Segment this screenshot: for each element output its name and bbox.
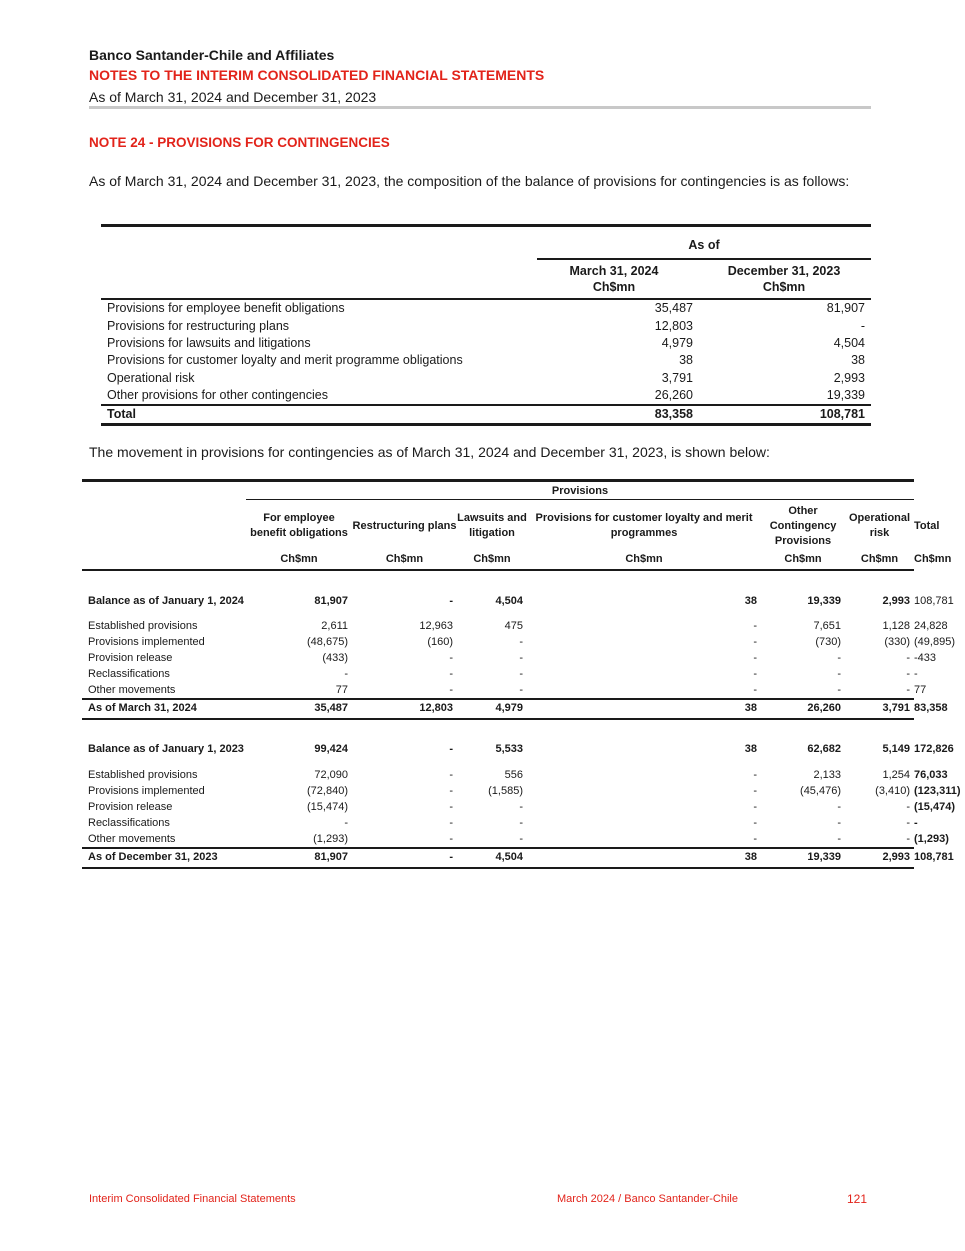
as-of-header: As of [688,238,720,252]
table-row [101,317,871,334]
value-march-2024: 35,487 [654,301,693,316]
row-label: Provisions for lawsuits and litigations [107,335,311,350]
cell-value: 1,128 [882,619,911,632]
column-header: Other Contingency Provisions [769,504,837,547]
value-december-2023: 81,907 [826,301,865,316]
cell-value: 19,339 [761,848,845,868]
cell-value: - [449,668,453,681]
cell-value: - [906,651,911,664]
row-label: As of March 31, 2024 [82,699,246,719]
row-label: Provisions for restructuring plans [107,318,290,333]
cell-value: - [449,768,453,781]
cell-value: (45,476) [800,784,842,797]
column-header-december-2023: December 31, 2023 Ch$mn [727,264,841,294]
cell-value: - [753,635,758,648]
cell-value: - [344,817,348,830]
cell-value: - [753,768,758,781]
cell-value: - [519,651,523,664]
column-unit: Ch$mn [280,553,318,565]
cell-value: 2,993 [845,848,914,868]
composition-table-body [101,300,871,426]
cell-value: - [753,800,758,813]
row-label: Reclassifications [88,668,170,681]
cell-value: - [449,743,453,756]
cell-value: (330) [884,635,911,648]
cell-value: - [449,832,453,845]
column-header: Operational risk [848,512,911,539]
row-label: Provision release [88,800,173,813]
closing-balance-row: As of December 31, 2023 81,907 - 4,504 38 19,339 2,993 108,781 [82,848,914,868]
movement-intro-paragraph: The movement in provisions for contingencies as of March 31, 2024 and December 31, 2023, is shown below: [89,444,770,460]
movement-row: Provision release (433) - - - - - -433 [82,650,914,666]
row-label: Provision release [88,651,173,664]
cell-value: - [906,817,911,830]
cell-value: 4,504 [457,848,527,868]
cell-value: 38 [527,848,761,868]
cell-value: 5,149 [882,743,911,756]
cell-value: - [449,817,453,830]
movement-row: Reclassifications - - - - - - - [82,816,914,832]
total-march-2024: 83,358 [535,405,695,425]
page-number: 121 [846,1192,867,1206]
column-unit: Ch$mn [473,553,511,565]
cell-value: - [449,651,453,664]
total-label: Total [101,405,535,425]
value-december-2023: 2,993 [833,370,865,385]
cell-value: - [906,800,911,813]
value-march-2024: 12,803 [654,318,693,333]
cell-value: - [837,800,842,813]
cell-value: - [906,832,911,845]
cell-value: (1,585) [488,784,523,797]
row-label: Operational risk [107,370,195,385]
row-label: Provisions for employee benefit obligations [107,301,345,316]
cell-value: 4,504 [495,594,523,607]
value-december-2023: 19,339 [826,387,865,402]
cell-value: - [837,668,842,681]
movement-row: Provision release (15,474) - - - - - (15,474) [82,799,914,815]
column-unit: Ch$mn [784,553,822,565]
cell-value: (3,410) [875,784,911,797]
row-label: Other movements [88,832,176,845]
movement-row: Reclassifications - - - - - - - [82,667,914,683]
cell-value: (1,293) [313,832,348,845]
cell-value: 475 [504,619,523,632]
cell-value: - [519,800,523,813]
cell-value: - [449,594,453,607]
header-divider [89,106,871,109]
total-row [101,405,871,425]
cell-value: (72,840) [307,784,348,797]
column-unit: Ch$mn [860,553,899,565]
cell-value: 19,339 [807,594,842,607]
table-row [101,300,871,317]
row-label: As of December 31, 2023 [82,848,246,868]
cell-value: (15,474) [307,800,348,813]
movement-row: Provisions implemented (48,675) (160) - - (730) (330) (49,895) [82,634,914,650]
cell-value: 1,254 [882,768,911,781]
cell-value: 12,803 [352,699,457,719]
value-december-2023: 4,504 [833,335,865,350]
movement-row: Established provisions 2,611 12,963 475 - 7,651 1,128 24,828 [82,618,914,634]
cell-value: - [753,784,758,797]
cell-value: - [519,635,523,648]
column-unit: Ch$mn [385,553,424,565]
cell-value: - [753,651,758,664]
table-row [101,370,871,387]
row-label: Reclassifications [88,817,170,830]
cell-value: (48,675) [307,635,348,648]
column-header: Provisions for customer loyalty and merit programmes [535,512,753,539]
cell-value: 26,260 [761,699,845,719]
cell-value: - [837,832,842,845]
note-title: NOTE 24 - PROVISIONS FOR CONTINGENCIES [89,135,390,150]
document-header [89,46,871,108]
cell-value: 38 [527,699,761,719]
cell-value: - [449,683,453,696]
cell-value: - [906,668,911,681]
cell-value: - [519,817,523,830]
cell-value: 7,651 [813,619,842,632]
movement-table-grid [82,500,961,869]
column-header: For employee benefit obligations [250,512,348,539]
row-label: Established provisions [88,619,198,632]
cell-value: - [753,619,758,632]
cell-value: 35,487 [246,699,352,719]
movement-row: Established provisions 72,090 - 556 - 2,133 1,254 76,033 [82,767,914,783]
row-label: Provisions implemented [88,635,205,648]
footer-middle-text: March 2024 / Banco Santander-Chile [557,1193,738,1205]
movement-row: Provisions implemented (72,840) - (1,585) - (45,476) (3,410) (123,311) [82,783,914,799]
cell-value: 99,424 [314,743,348,756]
cell-value: 2,611 [321,619,348,632]
cell-value: 5,533 [495,743,523,756]
cell-value: (433) [322,651,348,664]
value-december-2023: 38 [851,353,865,368]
table-row [101,387,871,405]
total-december-2023: 108,781 [695,405,871,425]
provisions-header: Provisions [551,485,609,497]
document-subtitle: NOTES TO THE INTERIM CONSOLIDATED FINANCIAL STATEMENTS [89,67,545,83]
cell-value: - [519,832,523,845]
company-name: Banco Santander-Chile and Affiliates [89,47,335,63]
cell-value: 62,682 [807,743,842,756]
unit-row: Ch$mn Ch$mn Ch$mn Ch$mn Ch$mn Ch$mn Ch$mn [82,552,914,570]
cell-value: - [519,668,523,681]
closing-balance-row: As of March 31, 2024 35,487 12,803 4,979 38 26,260 3,791 83,358 [82,699,914,719]
cell-value: 72,090 [314,768,348,781]
cell-value: - [352,848,457,868]
row-label: Other movements [88,683,176,696]
row-label: Provisions for customer loyalty and merit programme obligations [107,353,463,368]
cell-value: - [837,683,842,696]
cell-value: - [449,800,453,813]
composition-table [101,224,871,426]
column-header: Restructuring plans [352,519,457,532]
cell-value: - [449,784,453,797]
table-row [101,352,871,369]
opening-balance-row: Balance as of January 1, 2024 81,907 - 4,504 38 19,339 2,993 108,781 [82,584,914,618]
table-row [101,335,871,352]
intro-paragraph: As of March 31, 2024 and December 31, 2023, the composition of the balance of provisions for contingencies is as follows: [89,173,850,189]
cell-value: 38 [744,594,758,607]
footer-left-text: Interim Consolidated Financial Statements [89,1193,296,1205]
cell-value: (160) [427,635,453,648]
value-march-2024: 4,979 [661,335,693,350]
column-unit: Ch$mn [625,553,663,565]
row-label: Established provisions [88,768,198,781]
movement-table [82,479,961,869]
table-column-headers [101,260,871,298]
cell-value: - [906,683,911,696]
cell-value: 77 [335,683,348,696]
cell-value: - [837,817,842,830]
cell-value: - [753,817,758,830]
opening-balance-row: Balance as of January 1, 2023 99,424 - 5,533 38 62,682 5,149 172,826 [82,733,914,767]
value-march-2024: 3,791 [661,370,693,385]
cell-value: 12,963 [419,619,453,632]
cell-value: 556 [504,768,523,781]
movement-row: Other movements (1,293) - - - - - (1,293) [82,832,914,848]
cell-value: (730) [815,635,842,648]
movement-row: Other movements 77 - - - - - 77 [82,683,914,699]
column-header-row: For employee benefit obligations Restructuring plans Lawsuits and litigation Provisions for customer loyalty and merit programmes Other Contingency Provisions Operational risk Total [82,500,914,552]
cell-value: 81,907 [314,594,348,607]
value-march-2024: 38 [679,353,693,368]
cell-value: 4,979 [457,699,527,719]
cell-value: - [344,668,348,681]
value-march-2024: 26,260 [654,387,693,402]
cell-value: 81,907 [246,848,352,868]
row-label: Balance as of January 1, 2023 [88,743,244,756]
cell-value: 2,133 [813,768,842,781]
row-label: Balance as of January 1, 2024 [88,594,244,607]
cell-value: - [753,683,758,696]
cell-value: 2,993 [882,594,911,607]
column-header: Lawsuits and litigation [457,512,527,539]
value-december-2023: - [860,318,865,333]
row-label: Provisions implemented [88,784,205,797]
cell-value: 38 [744,743,758,756]
cell-value: - [519,683,523,696]
cell-value: - [753,668,758,681]
column-header-march-2024: March 31, 2024 Ch$mn [569,264,659,294]
cell-value: 3,791 [845,699,914,719]
row-label: Other provisions for other contingencies [107,387,328,402]
cell-value: - [837,651,842,664]
document-period: As of March 31, 2024 and December 31, 2023 [89,89,377,105]
cell-value: - [753,832,758,845]
